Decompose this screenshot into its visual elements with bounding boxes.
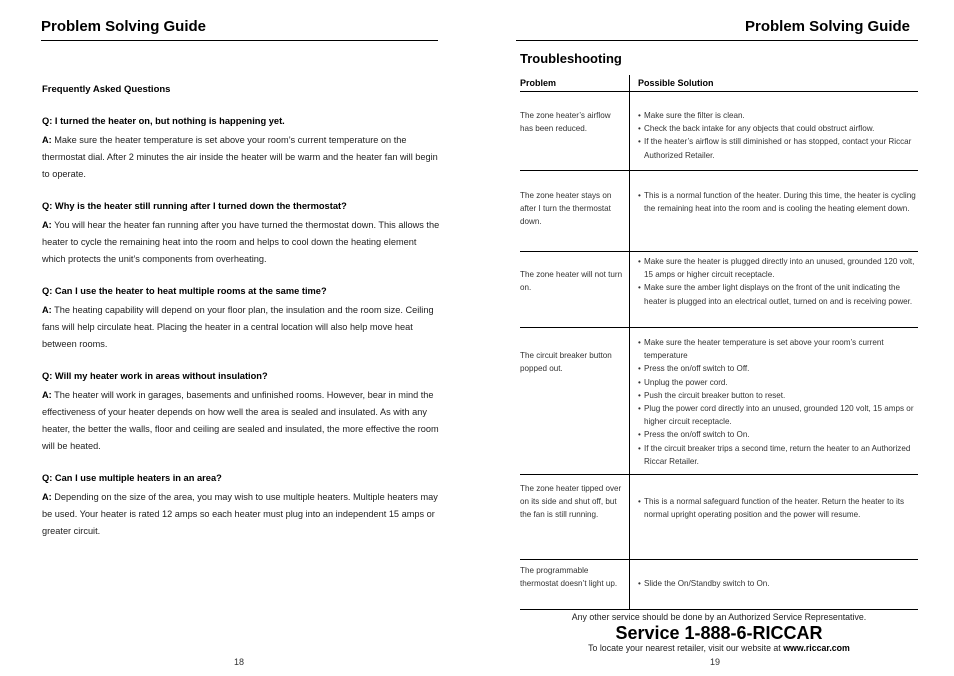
column-divider	[629, 560, 630, 609]
table-row	[520, 475, 918, 560]
question-text: Can I use multiple heaters in an area?	[54, 473, 222, 483]
problem-cell: The zone heater’s airflow has been reduced.	[520, 111, 611, 134]
solution-cell	[638, 109, 918, 162]
solution-item: • Make sure the heater temperature is set above your room’s current temperature	[638, 336, 918, 362]
left-header-rule	[41, 40, 438, 41]
retailer-text: To locate your nearest retailer, visit our website at	[588, 643, 784, 653]
faq-question	[42, 115, 442, 128]
column-header-problem: Problem	[520, 78, 557, 88]
solution-item: • Press the on/off switch to On.	[638, 428, 918, 441]
solution-item: • If the heater’s airflow is still diminished or has stopped, contact your Riccar Authorized Retailer.	[638, 135, 918, 161]
a-label: A:	[42, 305, 52, 315]
faq-section	[42, 84, 442, 557]
solution-item: • Make sure the heater is plugged directly into an unused, grounded 120 volt, 15 amps or higher circuit receptacle.	[638, 255, 918, 281]
solution-item: • If the circuit breaker trips a second time, return the heater to an Authorized Riccar Retailer.	[638, 442, 918, 468]
table-row	[520, 252, 918, 328]
problem-cell: The circuit breaker button popped out.	[520, 351, 612, 374]
solution-item: • Make sure the amber light displays on the front of the unit indicating the heater is plugged into an electrical outlet, turned on and is receiving power.	[638, 281, 918, 307]
solution-item: • Plug the power cord directly into an unused, grounded 120 volt, 15 amps or higher circuit receptacle.	[638, 402, 918, 428]
website-link[interactable]: www.riccar.com	[783, 643, 850, 653]
q-label: Q:	[42, 116, 53, 126]
solution-item: • This is a normal function of the heater. During this time, the heater is cycling the remaining heat into the room and is cooling the heating element down.	[638, 189, 918, 215]
solution-item: • Slide the On/Standby switch to On.	[638, 577, 918, 590]
problem-cell: The zone heater will not turn on.	[520, 270, 623, 293]
column-header-solution: Possible Solution	[638, 78, 714, 88]
retailer-locator	[520, 643, 918, 653]
problem-cell: The programmable thermostat doesn’t light up.	[520, 566, 618, 589]
q-label: Q:	[42, 286, 53, 296]
right-header-rule	[516, 40, 918, 41]
solution-item: • Check the back intake for any objects that could obstruct airflow.	[638, 122, 918, 135]
faq-title: Frequently Asked Questions	[42, 84, 171, 95]
column-divider	[629, 92, 630, 170]
question-text: Can I use the heater to heat multiple rooms at the same time?	[54, 286, 327, 296]
faq-question	[42, 200, 442, 213]
a-label: A:	[42, 220, 52, 230]
faq-question	[42, 472, 442, 485]
solution-item: • This is a normal safeguard function of the heater. Return the heater to its normal upright operating position and the power will resume.	[638, 495, 918, 521]
column-divider	[629, 475, 630, 559]
faq-question	[42, 370, 442, 383]
solution-cell	[638, 577, 918, 590]
question-text: Will my heater work in areas without insulation?	[54, 371, 268, 381]
answer-text: You will hear the heater fan running after you have turned the thermostat down. This allows the heater to cycle the remaining heat into the room and helps to cool down the heating element which protects the unit’s components from overheating.	[42, 220, 440, 264]
faq-answer	[42, 302, 442, 353]
column-divider	[629, 252, 630, 327]
answer-text: Depending on the size of the area, you may wish to use multiple heaters. Multiple heaters may be used. Your heater is rated 12 amps so each heater must plug into an independent 15 amps or greater circuit.	[42, 492, 438, 536]
solution-item: • Push the circuit breaker button to reset.	[638, 389, 918, 402]
faq-item	[42, 115, 442, 183]
column-divider	[629, 75, 630, 91]
faq-answer	[42, 489, 442, 540]
troubleshooting-table	[520, 75, 918, 610]
troubleshooting-title: Troubleshooting	[520, 51, 622, 66]
table-row	[520, 92, 918, 171]
question-text: I turned the heater on, but nothing is happening yet.	[54, 116, 285, 126]
left-page-number: 18	[234, 657, 245, 667]
faq-answer	[42, 217, 442, 268]
solution-cell	[638, 189, 918, 215]
a-label: A:	[42, 390, 52, 400]
a-label: A:	[42, 135, 52, 145]
q-label: Q:	[42, 473, 53, 483]
table-row	[520, 328, 918, 475]
problem-cell: The zone heater stays on after I turn the thermostat down.	[520, 191, 612, 227]
service-note: Any other service should be done by an Authorized Service Representative.	[571, 612, 867, 622]
column-divider	[629, 171, 630, 251]
solution-item: • Unplug the power cord.	[638, 376, 918, 389]
faq-answer	[42, 132, 442, 183]
faq-item	[42, 472, 442, 540]
table-row	[520, 560, 918, 610]
answer-text: The heating capability will depend on your floor plan, the insulation and the room size. Ceiling fans will help circulate heat. Placing the heater in a central location will also help move heat between rooms.	[42, 305, 434, 349]
right-page-header: Problem Solving Guide	[745, 18, 911, 35]
faq-item	[42, 200, 442, 268]
solution-item: • Make sure the filter is clean.	[638, 109, 918, 122]
answer-text: Make sure the heater temperature is set above your room’s current temperature on the thermostat dial. After 2 minutes the air inside the heater will be warm and the heater fan will begin to operate.	[42, 135, 438, 179]
service-phone: Service 1-888-6-RICCAR	[615, 623, 823, 643]
q-label: Q:	[42, 371, 53, 381]
table-row	[520, 171, 918, 252]
solution-cell	[638, 495, 918, 521]
q-label: Q:	[42, 201, 53, 211]
left-page-header: Problem Solving Guide	[41, 18, 207, 35]
answer-text: The heater will work in garages, basements and unfinished rooms. However, bear in mind the effectiveness of your heater depends on how well the area is sealed and insulated. As with any heater, the better the walls, floor and ceiling are sealed and insulated, the more effective the room will be heated.	[42, 390, 439, 451]
a-label: A:	[42, 492, 52, 502]
solution-cell	[638, 336, 918, 468]
problem-cell: The zone heater tipped over on its side and shut off, but the fan is still running.	[520, 484, 622, 520]
faq-answer	[42, 387, 442, 455]
table-header	[520, 75, 918, 92]
column-divider	[629, 328, 630, 474]
faq-question	[42, 285, 442, 298]
right-page-number: 19	[710, 657, 721, 667]
solution-item: • Press the on/off switch to Off.	[638, 362, 918, 375]
faq-item	[42, 285, 442, 353]
faq-item	[42, 370, 442, 455]
solution-cell	[638, 255, 918, 308]
question-text: Why is the heater still running after I turned down the thermostat?	[54, 201, 347, 211]
